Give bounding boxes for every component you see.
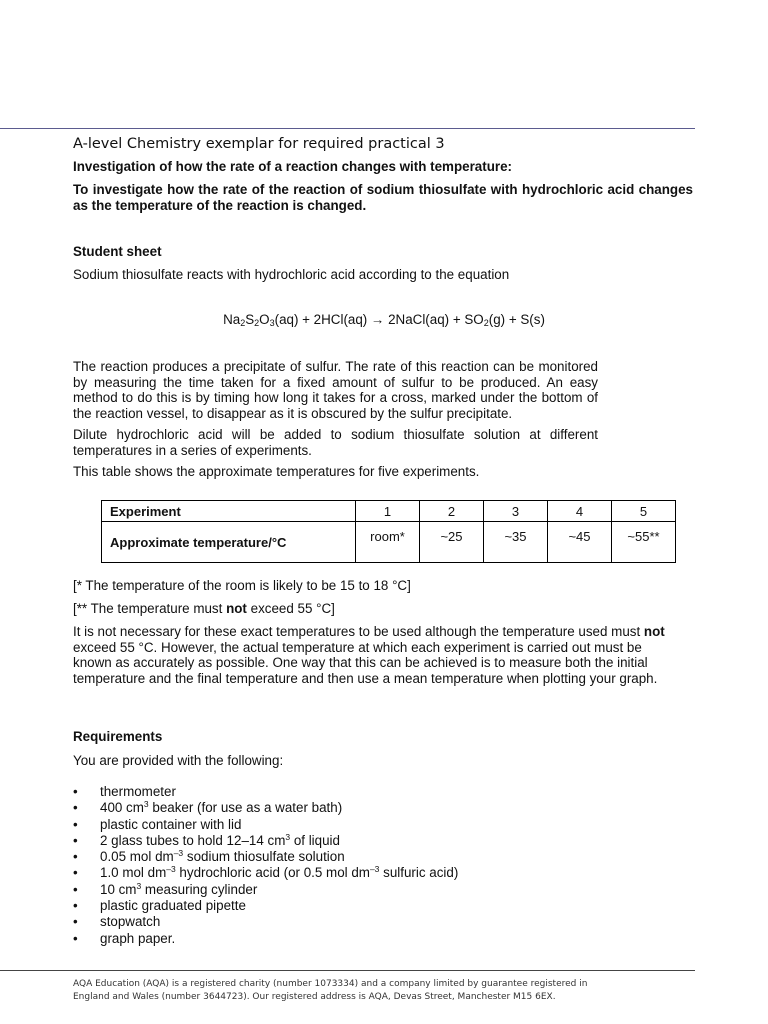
footer-line: England and Wales (number 3644723). Our registered address is AQA, Devas Street, Manchester M15 6EX. bbox=[73, 992, 556, 1002]
list-item: • 1.0 mol $dm^{-3}$ hydrochloric acid (or 0.5 mol $dm^{-3}$ sulfuric acid) bbox=[73, 865, 458, 881]
table-cell: ~55** bbox=[612, 522, 676, 563]
table-cell: room* bbox=[356, 522, 420, 563]
document-header-title: A-level Chemistry exemplar for required practical 3 bbox=[73, 136, 445, 152]
list-item: • graph paper. bbox=[73, 931, 458, 947]
aim-statement: To investigate how the rate of the reaction of sodium thiosulfate with hydrochloric acid changes as the temperature of the reaction is changed. bbox=[73, 182, 693, 213]
table-cell: 1 bbox=[356, 501, 420, 522]
experiment-label: Experiment bbox=[102, 501, 356, 522]
temperature-table bbox=[101, 500, 676, 563]
header-divider bbox=[0, 128, 695, 129]
list-item: • plastic graduated pipette bbox=[73, 898, 458, 914]
table-cell: 5 bbox=[612, 501, 676, 522]
list-item: • 10 $cm^3$ measuring cylinder bbox=[73, 882, 458, 898]
room-temperature-note: [* The temperature of the room is likely to be 15 to 18 °C] bbox=[73, 578, 411, 593]
table-cell: 4 bbox=[548, 501, 612, 522]
investigation-title: Investigation of how the rate of a reaction changes with temperature: bbox=[73, 159, 512, 174]
list-item: • stopwatch bbox=[73, 914, 458, 930]
list-item: • 2 glass tubes to hold 12–14 $cm^3$ of liquid bbox=[73, 833, 458, 849]
list-item: • thermometer bbox=[73, 784, 458, 800]
table-intro: This table shows the approximate temperatures for five experiments. bbox=[73, 464, 480, 479]
table-cell: 3 bbox=[484, 501, 548, 522]
footer-line: AQA Education (AQA) is a registered charity (number 1073334) and a company limited by guarantee registered in bbox=[73, 979, 588, 989]
footer-text bbox=[73, 978, 587, 1004]
list-item: • 0.05 mol $dm^{-3}$ sodium thiosulfate solution bbox=[73, 849, 458, 865]
requirements-heading: Requirements bbox=[73, 729, 163, 744]
temperature-label: Approximate temperature/°C bbox=[102, 522, 356, 563]
table-cell: ~25 bbox=[420, 522, 484, 563]
table-cell: ~45 bbox=[548, 522, 612, 563]
chemical-equation: $Na_2S_2O_3(aq) + 2HCl(aq)$ → 2NaCl(aq) + $SO_2(g) + S(s)$ bbox=[223, 312, 545, 328]
footer-divider bbox=[0, 970, 695, 971]
list-item: • plastic container with lid bbox=[73, 817, 458, 833]
table-row bbox=[102, 522, 676, 563]
table-row bbox=[102, 501, 676, 522]
student-sheet-heading: Student sheet bbox=[73, 244, 162, 259]
list-item: • 400 $cm^3$ beaker (for use as a water bath) bbox=[73, 800, 458, 816]
max-temperature-note: [** The temperature must not exceed 55 °C] bbox=[73, 601, 335, 616]
method-paragraph: The reaction produces a precipitate of sulfur. The rate of this reaction can be monitored by measuring the time taken for a fixed amount of sulfur to be produced. An easy method to do this is by timing how long it takes for a cross, marked under the bottom of the reaction vessel, to disappear as it is obscured by the sulfur precipitate. bbox=[73, 359, 598, 421]
table-cell: 2 bbox=[420, 501, 484, 522]
dilute-acid-paragraph: Dilute hydrochloric acid will be added to sodium thiosulfate solution at different temperatures in a series of experiments. bbox=[73, 427, 598, 458]
table-cell: ~35 bbox=[484, 522, 548, 563]
requirements-intro: You are provided with the following: bbox=[73, 753, 284, 768]
equation-intro: Sodium thiosulfate reacts with hydrochloric acid according to the equation bbox=[73, 267, 510, 282]
requirements-list bbox=[73, 784, 458, 947]
temperature-guidance-paragraph: It is not necessary for these exact temperatures to be used although the temperature used must not exceed 55 °C. However, the actual temperature at which each experiment is carried out must be known as accurately as possible. One way that this can be achieved is to measure both the initial temperature and the final temperature and then use a mean temperature when plotting your graph. bbox=[73, 624, 665, 686]
